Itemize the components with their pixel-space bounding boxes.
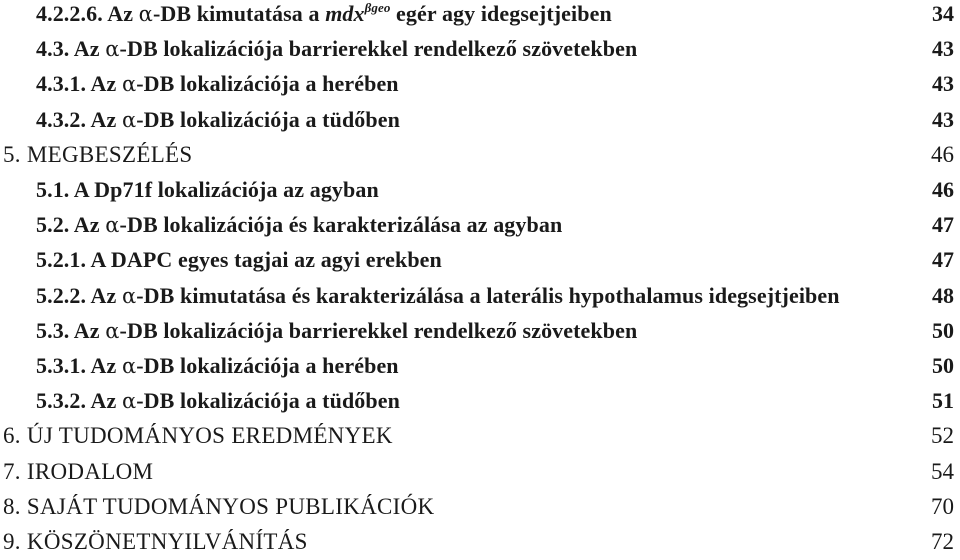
toc-entry-prefix: Az	[73, 212, 100, 238]
toc-entry-page-number: 47	[932, 212, 954, 238]
toc-entry-title	[36, 172, 379, 208]
toc-entry-text: -DB lokalizációja barrierekkel rendelkező szövetekben	[119, 317, 638, 343]
toc-entry-prefix: Az	[90, 388, 117, 414]
toc-entry-title	[3, 454, 153, 490]
alpha-symbol: α	[121, 389, 137, 414]
toc-entry-number: 5.3.2.	[36, 388, 87, 414]
toc-entry-title	[36, 207, 562, 243]
toc-entry-text: A Dp71f lokalizációja az agyban	[73, 177, 379, 202]
toc-entry-text: -DB lokalizációja és karakterizálása az agyban	[119, 212, 563, 238]
toc-entry-text: SAJÁT TUDOMÁNYOS PUBLIKÁCIÓK	[26, 493, 435, 519]
toc-entry-page-number: 54	[931, 458, 954, 484]
toc-entry-page-number: 70	[931, 493, 954, 519]
toc-entry-number: 8.	[3, 493, 21, 519]
toc-entry-title	[36, 278, 840, 314]
toc-entry-number: 5.3.	[36, 317, 70, 343]
alpha-symbol: α	[121, 72, 137, 97]
toc-entry-title	[36, 102, 400, 138]
toc-entry[interactable]	[0, 489, 960, 525]
alpha-symbol: α	[105, 37, 120, 62]
toc-entry-title	[3, 137, 193, 173]
toc-entry-text: -DB lokalizációja a tüdőben	[136, 106, 400, 132]
toc-entry-page-number: 72	[931, 529, 954, 554]
toc-entry-number: 4.3.	[36, 36, 70, 62]
toc-entry-page-number: 50	[932, 317, 954, 343]
toc-entry[interactable]	[0, 66, 960, 102]
alpha-symbol: α	[105, 213, 120, 238]
toc-entry-text: -DB kimutatása és karakterizálása a laterális hypothalamus idegsejtjeiben	[136, 282, 840, 308]
alpha-symbol: α	[105, 318, 120, 343]
toc-entry-prefix: Az	[90, 106, 117, 132]
toc-entry-number: 5.2.2.	[36, 282, 87, 308]
toc-entry-text: MEGBESZÉLÉS	[26, 141, 193, 167]
toc-entry-page-number: 51	[932, 388, 954, 414]
toc-entry-page-number: 43	[932, 36, 954, 62]
toc-entry-title	[3, 418, 393, 454]
toc-entry-text: IRODALOM	[26, 458, 154, 484]
toc-entry-text: -DB lokalizációja a tüdőben	[136, 388, 400, 414]
toc-entry-text: A DAPC egyes tagjai az agyi erekben	[90, 247, 442, 273]
toc-entry[interactable]	[0, 383, 960, 419]
toc-entry-title	[36, 242, 442, 278]
toc-entry-number: 5.1.	[36, 177, 70, 202]
toc-entry[interactable]	[0, 348, 960, 384]
alpha-symbol: α	[121, 354, 137, 378]
toc-entry-page-number: 46	[931, 141, 954, 167]
toc-entry-title	[36, 313, 637, 349]
toc-entry-page-number: 50	[932, 353, 954, 378]
toc-entry-page-number: 43	[932, 71, 954, 97]
toc-entry-page-number: 48	[932, 282, 954, 308]
toc-entry-text: -DB lokalizációja a herében	[136, 71, 399, 97]
toc-entry[interactable]	[0, 207, 960, 243]
toc-entry[interactable]	[0, 31, 960, 67]
toc-entry-number: 5.2.	[36, 212, 70, 238]
toc-entry-number: 4.3.1.	[36, 71, 87, 97]
toc-entry[interactable]	[0, 172, 960, 208]
toc-entry-prefix: Az	[90, 71, 117, 97]
toc-entry[interactable]	[0, 418, 960, 454]
toc-entry-prefix: Az	[90, 282, 117, 308]
toc-entry-superscript: βgeo	[364, 0, 391, 15]
toc-entry[interactable]	[0, 102, 960, 138]
toc-entry-number: 6.	[3, 423, 21, 449]
alpha-symbol: α	[121, 283, 137, 308]
alpha-symbol: α	[138, 2, 153, 26]
toc-entry-title	[3, 489, 434, 525]
toc-entry-italic-term: mdx	[325, 1, 365, 26]
toc-entry[interactable]	[0, 0, 960, 32]
toc-entry-prefix: Az	[107, 1, 134, 26]
toc-entry-title	[36, 383, 400, 419]
toc-entry-number: 7.	[3, 458, 21, 484]
toc-entry-page-number: 52	[931, 423, 954, 449]
toc-entry-number: 5.	[3, 141, 21, 167]
toc-entry-page-number: 43	[932, 106, 954, 132]
toc-entry-title	[36, 348, 399, 384]
toc-entry[interactable]	[0, 278, 960, 314]
toc-entry-title	[36, 66, 399, 102]
toc-entry-title	[3, 524, 308, 560]
toc-entry-page-number: 34	[932, 1, 954, 26]
toc-entry[interactable]	[0, 524, 960, 560]
toc-entry-text-continued: egér agy idegsejtjeiben	[390, 1, 612, 26]
toc-entry-number: 5.2.1.	[36, 247, 87, 273]
toc-entry-title	[36, 31, 637, 67]
toc-entry-prefix: Az	[73, 36, 100, 62]
toc-entry-number: 9.	[3, 529, 21, 554]
toc-entry-text: -DB kimutatása a	[152, 1, 320, 26]
toc-entry-prefix: Az	[73, 317, 100, 343]
toc-entry-prefix: Az	[90, 353, 117, 378]
toc-entry-text: ÚJ TUDOMÁNYOS EREDMÉNYEK	[26, 423, 393, 449]
toc-entry[interactable]	[0, 242, 960, 278]
toc-entry-number: 5.3.1.	[36, 353, 87, 378]
toc-entry[interactable]	[0, 137, 960, 173]
toc-entry-text: KÖSZÖNETNYILVÁNÍTÁS	[26, 529, 308, 554]
toc-entry[interactable]	[0, 454, 960, 490]
toc-entry-number: 4.3.2.	[36, 106, 87, 132]
alpha-symbol: α	[121, 107, 137, 132]
toc-entry-number: 4.2.2.6.	[36, 1, 103, 26]
toc-entry-text: -DB lokalizációja barrierekkel rendelkező szövetekben	[119, 36, 638, 62]
toc-entry-page-number: 46	[932, 177, 954, 202]
toc-entry-title	[36, 0, 612, 32]
toc-entry-text: -DB lokalizációja a herében	[136, 353, 399, 378]
toc-entry-page-number: 47	[932, 247, 954, 273]
toc-entry[interactable]	[0, 313, 960, 349]
